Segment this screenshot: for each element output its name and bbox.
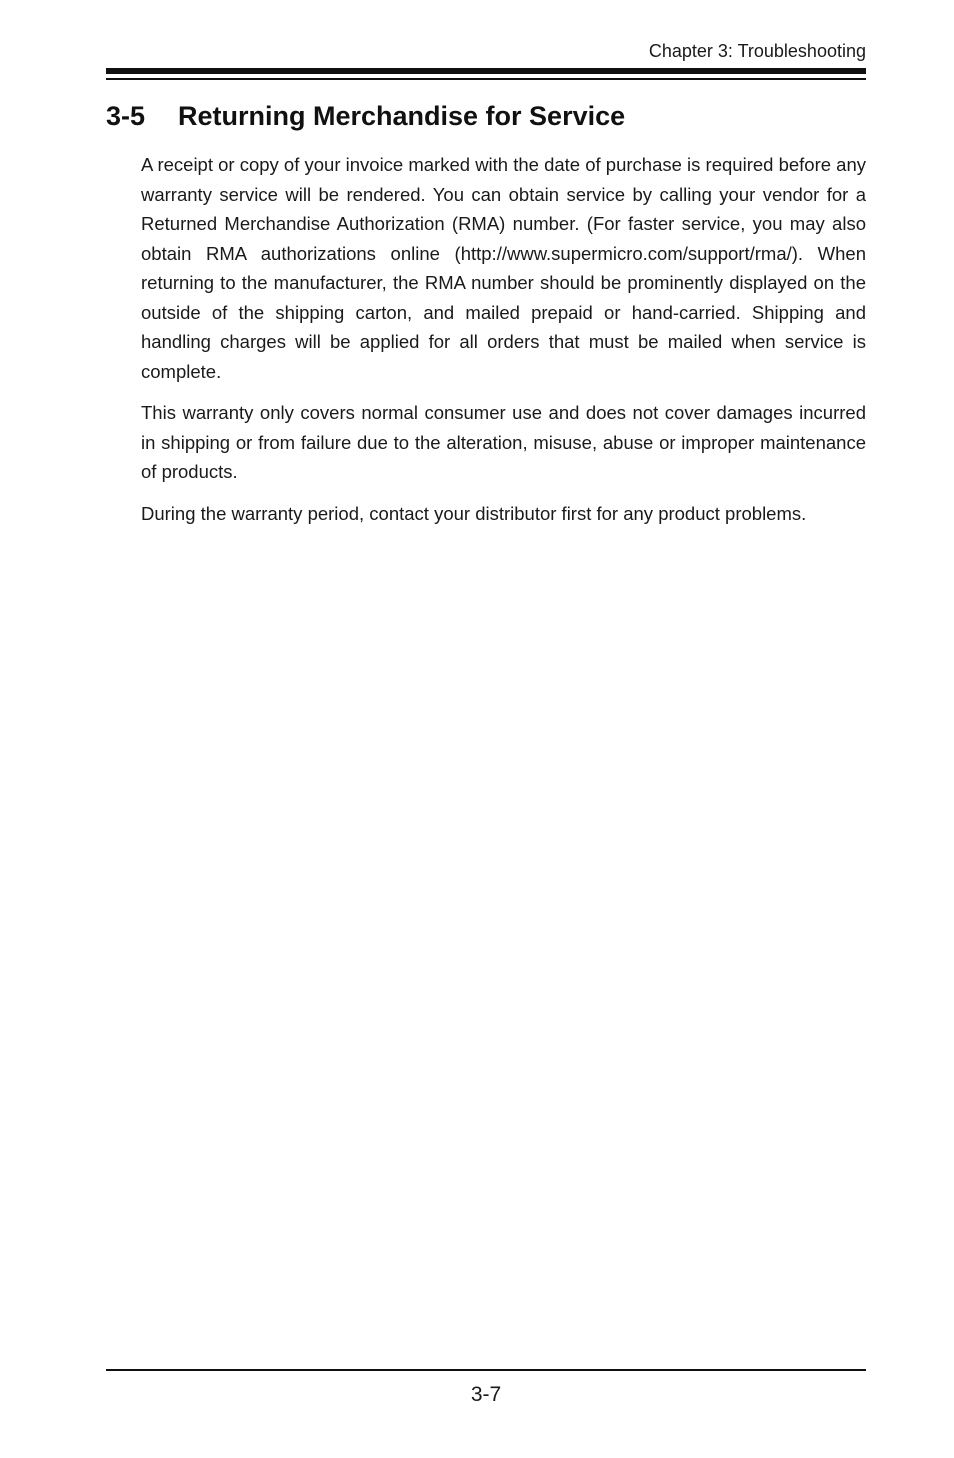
section-number: 3-5: [106, 101, 146, 131]
footer-rule: [106, 1369, 866, 1371]
section-body: [141, 150, 866, 540]
running-header: Chapter 3: Troubleshooting: [648, 41, 866, 61]
section-title: Returning Merchandise for Service: [178, 101, 626, 131]
paragraph-warranty-coverage: This warranty only covers normal consumer use and does not cover damages incurred in shipping or from failure due to the alteration, misuse, abuse or improper maintenance of products.: [141, 402, 866, 482]
paragraph-rma: A receipt or copy of your invoice marked with the date of purchase is required before any warranty service will be rendered. You can obtain service by calling your vendor for a Returned Merchandise Authorization (RMA) number. (For faster service, you may also obtain RMA authorizations online (http://www.supermicro.com/support/rma/). When returning to the manufacturer, the RMA number should be prominently displayed on the outside of the shipping carton, and mailed prepaid or hand-carried. Shipping and handling charges will be applied for all orders that must be mailed when service is complete.: [141, 154, 866, 382]
paragraph-contact-distributor: During the warranty period, contact your distributor first for any product problems.: [141, 502, 807, 524]
header-rule-thin: [106, 78, 866, 80]
page-number: 3-7: [470, 1383, 502, 1406]
section-heading: [106, 98, 625, 134]
header-rule-thick: [106, 68, 866, 74]
